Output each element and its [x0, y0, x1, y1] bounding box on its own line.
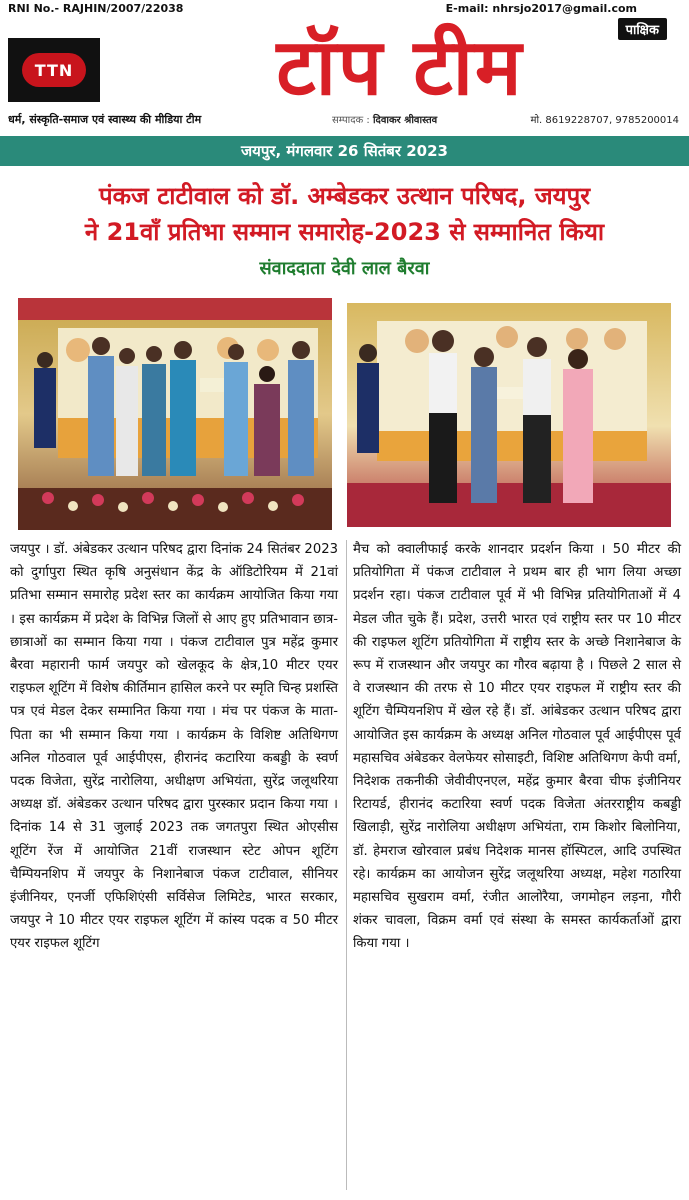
- group-photo-illustration: [18, 298, 332, 530]
- editor-info: [332, 112, 437, 126]
- date-bar: [0, 136, 689, 166]
- headline: [10, 178, 679, 250]
- headline-line-2: ने 21वाँ प्रतिभा सम्मान समारोह-2023 से सम्मानित किया: [84, 218, 605, 246]
- byline: संवाददाता देवी लाल बैरवा: [259, 258, 430, 279]
- award-ceremony-photo-certificate: [347, 303, 671, 527]
- tagline: धर्म, संस्कृति-समाज एवं स्वास्थ्य की मीडिया टीम: [8, 113, 202, 126]
- article-body: [8, 538, 681, 1198]
- certificate-photo-illustration: [347, 303, 671, 527]
- article-column-left: जयपुर । डॉ. अंबेडकर उत्थान परिषद द्वारा दिनांक 24 सितंबर 2023 को दुर्गापुरा स्थित कृषि अनुसंधान केंद्र के ऑडिटोरियम में 21वां प्रतिभा सम्मान समारोह प्रदेश स्तर का कार्यक्रम आयोजित किया गया । इस कार्यक्रम में प्रदेश के विभिन्न जिलों से आए हुए प्रतिभावान छात्र-छात्राओं का सम्मान किया गया । पंकज टाटीवाल पुत्र महेंद्र कुमार बैरवा महारानी फार्म जयपुर को खेलकूद के क्षेत्र,10 मीटर एयर राइफल शूटिंग में विशेष कीर्तिमान हासिल करने पर स्मृति चिन्ह प्रशस्ति पत्र एवं मेडल देकर सम्मानित किया गया । मंच पर पंकज के माता-पिता का भी सम्मान किया गया । कार्यक्रम के विशिष्ट अतिथिगण अनिल गोठवाल पूर्व आईपीएस, हीरानंद कटारिया कबड्डी के स्वर्ण पदक विजेता, सुरेंद्र नारोलिया, अधीक्षण अभियंता, सुरेंद्र जलूथरिया अध्यक्ष डॉ. अंबेडकर उत्थान परिषद द्वारा पुरस्कार प्रदान किया गया । दिनांक 14 से 31 जुलाई 2023 तक जगतपुरा स्थित ओएसीस शूटिंग रेंज में आयोजित 21वीं राजस्थान स्टेट ओपन शूटिंग चैम्पियनशिप में जयपुर के निशानेबाज पंकज टाटीवाल, सीनियर इंजीनियर, एनर्जी एफिशिएंसी सर्विसेज लिमिटेड, भारत सरकार, जयपुर ने 10 मीटर एयर राइफल शूटिंग में कांस्य पदक व 50 मीटर एयर राइफल शूटिंग: [10, 542, 338, 952]
- frequency-badge: पाक्षिक: [618, 18, 667, 40]
- newspaper-title: टॉप टीम: [276, 23, 524, 113]
- article-column-right: मैच को क्वालीफाई करके शानदार प्रदर्शन किया । 50 मीटर की प्रतियोगिता में पंकज टाटीवाल ने प्रथम बार ही भाग लिया अच्छा प्रदर्शन रहा। पंकज टाटीवाल पूर्व में भी विभिन्न प्रतियोगिताओं में 4 मेडल जीत चुके हैं। प्रदेश, उत्तरी भारत एवं राष्ट्रीय स्तर पर 10 मीटर की राइफल शूटिंग प्रतियोगिता में राष्ट्रीय स्तर के अच्छे निशानेबाज के रूप में राजस्थान और जयपुर का गौरव बढ़ाया है । पिछले 2 साल से वे राजस्थान की तरफ से 10 मीटर एयर राइफल में राष्ट्रीय स्तर की शूटिंग चैम्पियनशिप में खेल रहे हैं। डॉ. आंबेडकर उत्थान परिषद द्वारा आयोजित इस कार्यक्रम के अध्यक्ष अनिल गोठवाल पूर्व आईपीएस पूर्व महासचिव अंबेडकर वेलफेयर सोसाइटी, विशिष्ट अतिथिगण केपी वर्मा, निदेशक तकनीकी जेवीवीएनएल, महेंद्र कुमार बैरवा चीफ इंजीनियर रिटायर्ड, हीरानंद कटारिया स्वर्ण पदक विजेता अंतरराष्ट्रीय कबड्डी खिलाड़ी, सुरेंद्र नारोलिया अधीक्षण अभियंता, राम किशोर बिलोनिया, डॉ. हेमराज खोरवाल प्रबंध निदेशक मानस हॉस्पिटल, आदि उपस्थित रहे। कार्यक्रम का आयोजन सुरेंद्र जलूथरिया अध्यक्ष, महेश गठारिया महासचिव सुखराम वर्मा, रंजीत आलोरैया, जगमोहन लड़ना, गौरी शंकर चावला, विक्रम वर्मा एवं संस्था के समस्त कार्यकर्ताओं द्वारा किया गया ।: [353, 542, 681, 952]
- issue-date: जयपुर, मंगलवार 26 सितंबर 2023: [241, 142, 448, 160]
- award-ceremony-photo-group: [18, 298, 332, 530]
- rni-number: RNI No.- RAJHIN/2007/22038: [8, 2, 184, 15]
- ttn-logo-text: TTN: [22, 53, 86, 87]
- masthead: [0, 0, 689, 136]
- headline-line-1: पंकज टाटीवाल को डॉ. अम्बेडकर उत्थान परिषद, जयपुर: [98, 182, 591, 210]
- email-address[interactable]: E-mail: nhrsjo2017@gmail.com: [445, 2, 637, 15]
- editor-label: सम्पादक :: [332, 115, 370, 126]
- ttn-logo: [8, 38, 100, 102]
- phone-numbers: मो. 8619228707, 9785200014: [530, 115, 679, 126]
- editor-name: दिवाकर श्रीवास्तव: [372, 115, 438, 126]
- column-divider: [346, 540, 347, 1190]
